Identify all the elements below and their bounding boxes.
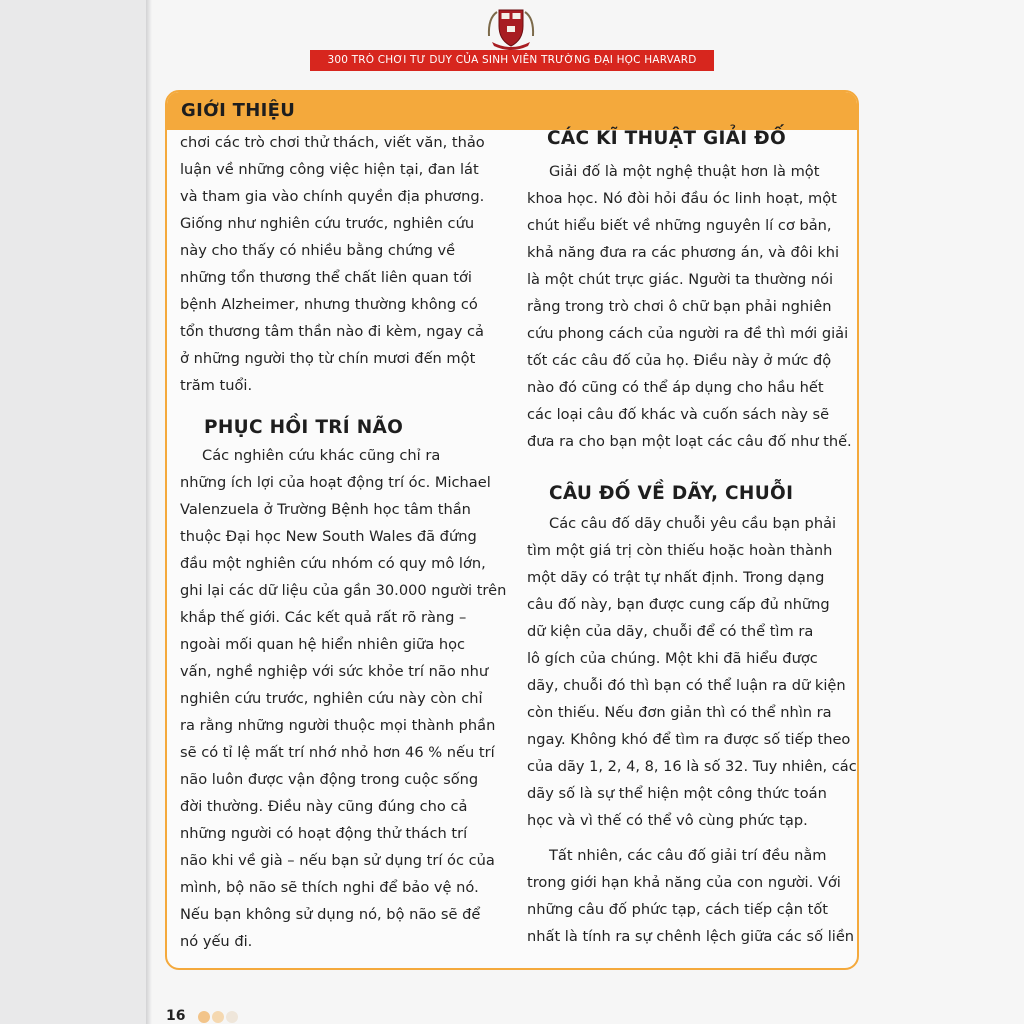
text-line: học và vì thế có thể vô cùng phức tạp. — [527, 812, 808, 829]
text-line: đời thường. Điều này cũng đúng cho cả — [180, 798, 468, 815]
text-line: bệnh Alzheimer, nhưng thường không có — [180, 296, 478, 313]
footer-dot-icon — [226, 1011, 238, 1023]
text-line: những ích lợi của hoạt động trí óc. Michael — [180, 474, 491, 491]
text-line: vấn, nghề nghiệp với sức khỏe trí não như — [180, 663, 489, 680]
closing-paragraph — [527, 842, 857, 950]
text-line: nó yếu đi. — [180, 933, 253, 950]
section-heading-sequence-puzzles: CÂU ĐỐ VỀ DÃY, CHUỖI — [549, 483, 794, 504]
text-line — [527, 158, 857, 185]
sequence-puzzles-paragraph — [527, 510, 857, 834]
text-line: khắp thế giới. Các kết quả rất rõ ràng – — [180, 609, 467, 626]
text-line: ngay. Không khó để tìm ra được số tiếp theo — [527, 731, 851, 748]
footer-dot-icon — [212, 1011, 224, 1023]
text-line: đầu một nghiên cứu nhóm có quy mô lớn, — [180, 555, 486, 572]
text-line: những người có hoạt động thử thách trí — [180, 825, 468, 842]
text-line: ghi lại các dữ liệu của gần 30.000 người trên — [180, 582, 507, 599]
text-line: dữ kiện của dãy, chuỗi để có thể tìm ra — [527, 623, 814, 640]
intro-paragraph — [180, 129, 510, 399]
text-line-content: Các nghiên cứu khác cũng chỉ ra — [202, 447, 441, 464]
text-line: khoa học. Nó đòi hỏi đầu óc linh hoạt, một — [527, 190, 837, 207]
text-line: nghiên cứu trước, nghiên cứu này còn chỉ — [180, 690, 483, 707]
text-line: luận về những công việc hiện tại, đan lát — [180, 161, 479, 178]
text-line: và tham gia vào chính quyền địa phương. — [180, 188, 485, 205]
text-line — [527, 510, 857, 537]
panel-header — [167, 92, 857, 130]
book-title-banner: 300 TRÒ CHƠI TƯ DUY CỦA SINH VIÊN TRƯỜNG ĐẠI HỌC HARVARD — [310, 50, 714, 71]
puzzle-techniques-paragraph — [527, 158, 857, 455]
text-line: đưa ra cho bạn một loạt các câu đố như thế. — [527, 433, 852, 450]
text-line: là một chút trực giác. Người ta thường nói — [527, 271, 834, 288]
text-line: thuộc Đại học New South Wales đã đứng — [180, 528, 477, 545]
brain-recovery-paragraph — [180, 442, 510, 955]
text-line: chơi các trò chơi thử thách, viết văn, thảo — [180, 134, 485, 151]
text-line: tổn thương tâm thần nào đi kèm, ngay cả — [180, 323, 484, 340]
text-line-content: Tất nhiên, các câu đố giải trí đều nằm — [549, 847, 827, 864]
text-line: những câu đố phức tạp, cách tiếp cận tốt — [527, 901, 828, 918]
harvard-crest-icon — [486, 6, 536, 50]
text-line: một dãy có trật tự nhất định. Trong dạng — [527, 569, 825, 586]
text-line: nào đó cũng có thể áp dụng cho hầu hết — [527, 379, 824, 396]
text-line: trăm tuổi. — [180, 377, 253, 394]
text-line: chút hiểu biết về những nguyên lí cơ bản, — [527, 217, 832, 234]
text-line: câu đố này, bạn được cung cấp đủ những — [527, 596, 830, 613]
text-line: sẽ có tỉ lệ mất trí nhớ nhỏ hơn 46 % nếu trí — [180, 744, 495, 761]
text-line-content: Các câu đố dãy chuỗi yêu cầu bạn phải — [549, 515, 837, 532]
text-line: những tổn thương thể chất liên quan tới — [180, 269, 472, 286]
page-number: 16 — [166, 1008, 186, 1024]
text-line: lô gích của chúng. Một khi đã hiểu được — [527, 650, 818, 667]
text-line: Valenzuela ở Trường Bệnh học tâm thần — [180, 501, 471, 518]
text-line: cứu phong cách của người ra đề thì mới giải — [527, 325, 849, 342]
section-heading-brain-recovery: PHỤC HỒI TRÍ NÃO — [204, 417, 404, 438]
text-line: mình, bộ não sẽ thích nghi để bảo vệ nó. — [180, 879, 479, 896]
text-line: các loại câu đố khác và cuốn sách này sẽ — [527, 406, 830, 423]
left-column — [180, 129, 510, 955]
section-heading-puzzle-techniques: CÁC KĨ THUẬT GIẢI ĐỐ — [547, 128, 787, 149]
text-line: ra rằng những người thuộc mọi thành phần — [180, 717, 496, 734]
footer-dot-icon — [198, 1011, 210, 1023]
text-line: Giống như nghiên cứu trước, nghiên cứu — [180, 215, 475, 232]
text-line: khả năng đưa ra các phương án, và đôi khi — [527, 244, 840, 261]
text-line — [527, 842, 857, 869]
text-line — [180, 442, 510, 469]
text-line: của dãy 1, 2, 4, 8, 16 là số 32. Tuy nhiên, các — [527, 758, 857, 775]
text-line: còn thiếu. Nếu đơn giản thì có thể nhìn ra — [527, 704, 832, 721]
page-gutter-shadow — [146, 0, 152, 1024]
text-line: rằng trong trò chơi ô chữ bạn phải nghiên — [527, 298, 832, 315]
text-line: ngoài mối quan hệ hiển nhiên giữa học — [180, 636, 466, 653]
text-line: này cho thấy có nhiều bằng chứng về — [180, 242, 456, 259]
text-line: dãy số là sự thể hiện một công thức toán — [527, 785, 827, 802]
text-line: trong giới hạn khả năng của con người. Với — [527, 874, 841, 891]
text-line: não luôn được vận động trong cuộc sống — [180, 771, 479, 788]
panel-title: GIỚI THIỆU — [181, 100, 296, 121]
text-line: tốt các câu đố của họ. Điều này ở mức độ — [527, 352, 832, 369]
text-line: tìm một giá trị còn thiếu hoặc hoàn thành — [527, 542, 833, 559]
text-line: não khi về già – nếu bạn sử dụng trí óc của — [180, 852, 495, 869]
text-line-content: Giải đố là một nghệ thuật hơn là một — [549, 163, 820, 180]
text-line: Nếu bạn không sử dụng nó, bộ não sẽ để — [180, 906, 481, 923]
text-line: ở những người thọ từ chín mươi đến một — [180, 350, 476, 367]
text-line: nhất là tính ra sự chênh lệch giữa các số liền — [527, 928, 855, 945]
text-line: dãy, chuỗi đó thì bạn có thể luận ra dữ kiện — [527, 677, 846, 694]
